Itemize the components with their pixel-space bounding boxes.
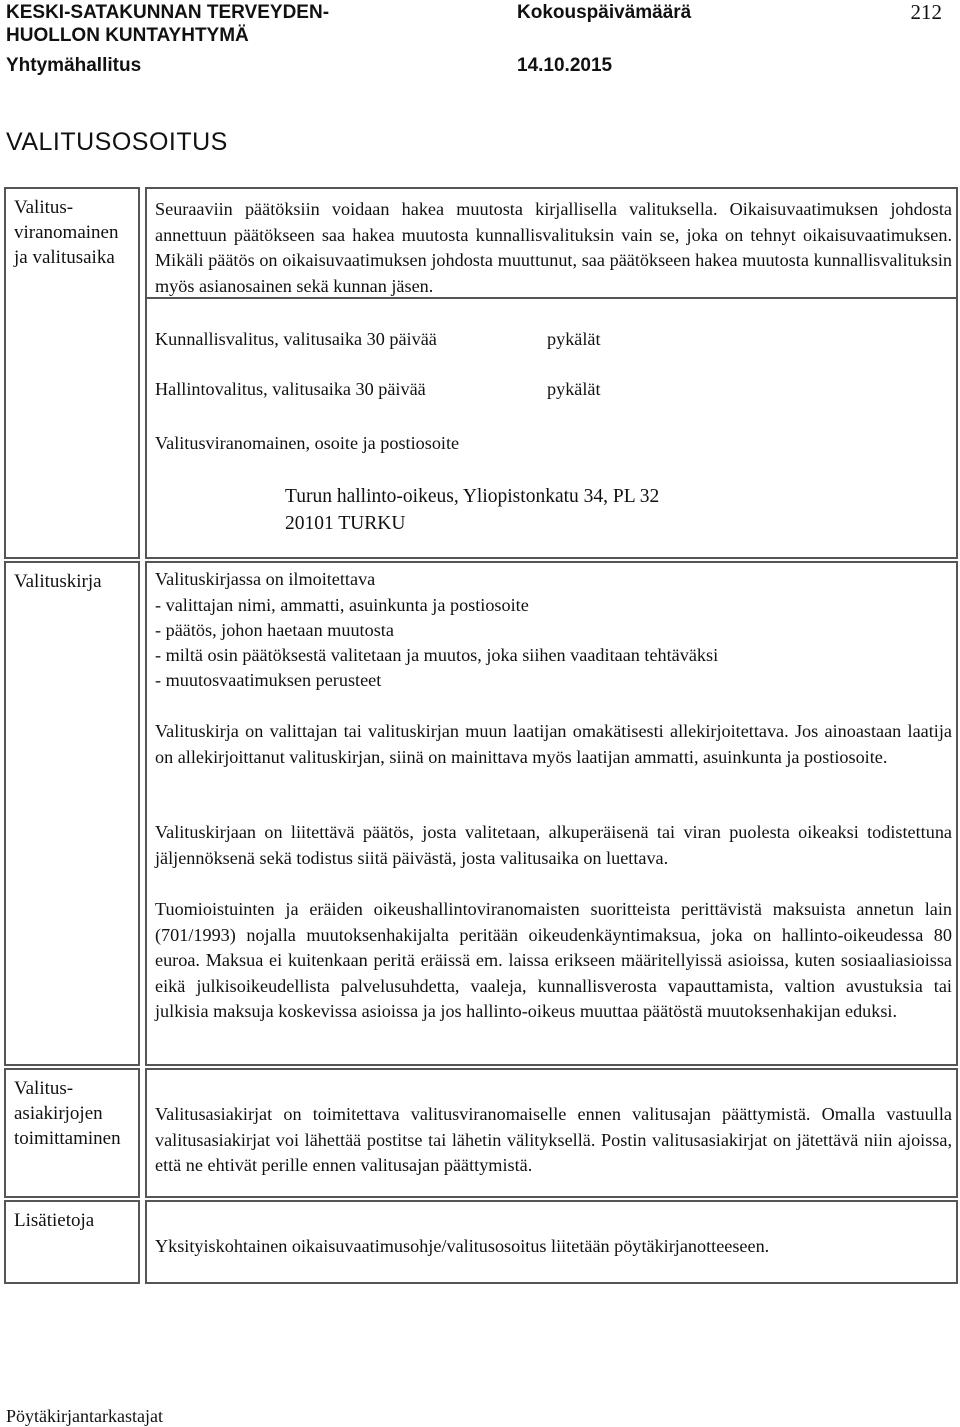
section-label: Valituskirja [14,571,102,592]
section-label-line: ja valitusaika [14,247,115,268]
section-label [14,195,118,270]
organization-name-line2: HUOLLON KUNTAYHTYMÄ [6,25,249,46]
section-label: Lisätietoja [14,1210,95,1231]
section-document-delivery [2,1068,958,1198]
section-label-line: viranomainen [14,222,119,243]
delivery-paragraph: Valitusasiakirjat on toimitettava valitusviranomaiselle ennen valitusajan päättymistä. Omalla vastuulla valitusasiakirjat voi lähettää postitse tai lähetin välityksellä. Postin valitusasiakirjat on jätettävä niin ajoissa, että ne ehtivät perille ennen valitusajan päättymistä. [155,1104,952,1175]
list-item: - valittajan nimi, ammatti, asuinkunta ja postiosoite [155,595,529,615]
more-info-text: Yksityiskohtainen oikaisuvaatimusohje/valitusosoitus liitetään pöytäkirjanotteeseen. [155,1236,770,1256]
section-content-cell [145,1068,958,1198]
appeal-sections-municipal: pykälät [547,329,601,349]
organization-name [6,1,329,47]
date-label: Kokouspäivämäärä [517,2,692,23]
appeal-intro-paragraph: Seuraaviin päätöksiin voidaan hakea muutosta kirjallisella valituksella. Oikaisuvaatimuksen johdosta annettuun päätökseen saa hakea muutosta kunnallisvalituksin vain se, joka on tehnyt oikaisuvaatimuksen. Mikäli päätös on oikaisuvaatimuksen johdosta muuttunut, saa päätökseen hakea muutosta kunnallisvalituksin myös asianosainen sekä kunnan jäsen. [155,199,952,296]
section-label [14,1076,121,1151]
list-item: - miltä osin päätöksestä valitetaan ja muutos, joka siihen vaaditaan tehtäväksi [155,645,719,665]
organization-name-line1: KESKI-SATAKUNNAN TERVEYDEN- [6,2,330,23]
section-label-cell [4,187,140,559]
section-more-info [2,1200,958,1284]
section-label-line: Valitus- [14,197,74,218]
section-label-cell [4,1200,140,1284]
signature-paragraph: Valituskirja on valittajan tai valituskirjan muun laatijan omakätisesti allekirjoitettava. Jos ainoastaan laatija on allekirjoittanut valituskirjan, siinä on mainittava myös laatijan ammatti, asuinkunta ja postiosoite. [155,721,952,767]
authority-address-line2: 20101 TURKU [285,513,406,534]
fees-paragraph: Tuomioistuinten ja eräiden oikeushallintoviranomaisten suoritteista perittävistä maksuista annetun lain (701/1993) nojalla muutoksenhakijalta peritään oikeudenkäyntimaksua, joka on hallinto-oikeudessa 80 euroa. Maksua ei kuitenkaan peritä eräissä em. laissa erikseen määritellyissä asioissa, kuten sosiaaliasioissa eikä julkisoikeudellista palvelusuhdetta, vaaleja, kunnallisverosta vapauttamista, valtion avustuksia tai julkisia maksuja koskevissa asioissa ja jos hallinto-oikeus muuttaa päätöstä muutoksenhakijan eduksi. [155,899,952,1021]
section-label-cell [4,1068,140,1198]
appeal-type-administrative: Hallintovalitus, valitusaika 30 päivää [155,379,426,399]
appeal-type-municipal: Kunnallisvalitus, valitusaika 30 päivää [155,329,437,349]
authority-heading: Valitusviranomainen, osoite ja postiosoite [155,433,460,453]
section-label-line: toimittaminen [14,1128,121,1149]
meeting-date: 14.10.2015 [517,55,613,76]
section-content-cell [145,561,958,1066]
section-content-cell [145,1200,958,1284]
section-label-line: Valitus- [14,1078,74,1099]
page-title: VALITUSOSOITUS [6,128,228,156]
list-item: - muutosvaatimuksen perusteet [155,670,382,690]
list-item: - päätös, johon haetaan muutosta [155,620,394,640]
divider [147,297,956,299]
meeting-body: Yhtymähallitus [6,55,142,76]
page-number: 212 [910,0,942,24]
attachments-paragraph: Valituskirjaan on liitettävä päätös, josta valitetaan, alkuperäisenä tai viran puolesta oikeaksi todistettuna jäljennöksenä sekä todistus siitä päivästä, josta valitusaika on luettava. [155,822,952,868]
section-label-cell [4,561,140,1066]
authority-address-line1: Turun hallinto-oikeus, Yliopistonkatu 34, PL 32 [285,486,660,507]
list-heading: Valituskirjassa on ilmoitettava [155,569,376,589]
section-label-line: asiakirjojen [14,1103,103,1124]
appeal-sections-administrative: pykälät [547,379,601,399]
section-appeal-authority [2,187,958,559]
section-content-cell [145,187,958,559]
footer-signers: Pöytäkirjantarkastajat [6,1406,163,1426]
section-appeal-document [2,561,958,1066]
